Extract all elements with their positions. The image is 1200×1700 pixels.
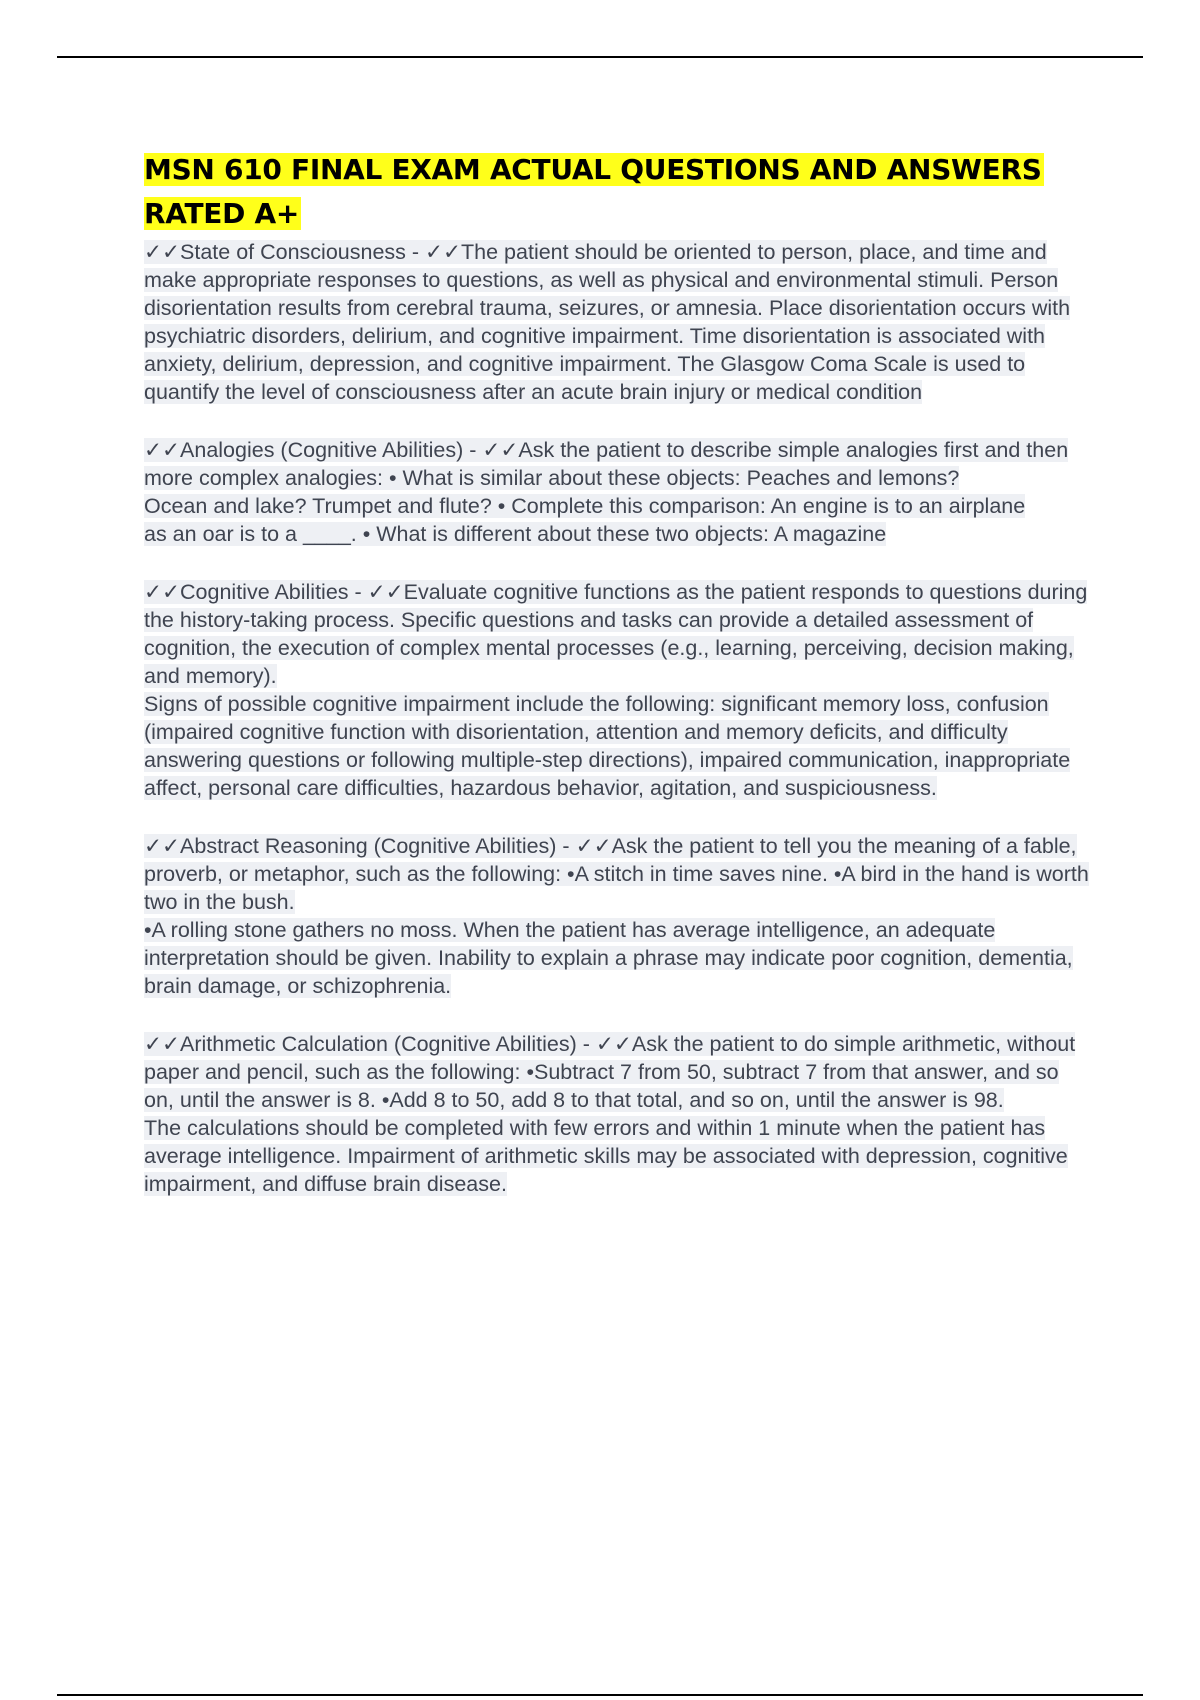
entry-text: on, until the answer is 8. •Add 8 to 50, add 8 to that total, and so on, until the answer is 98. bbox=[144, 1088, 1004, 1112]
entry-cognitive-abilities bbox=[144, 578, 1089, 802]
title-highlight: MSN 610 FINAL EXAM ACTUAL QUESTIONS AND ANSWERS RATED A+ bbox=[144, 153, 1042, 230]
entry-paragraph bbox=[144, 578, 1089, 690]
entry-paragraph bbox=[144, 238, 1089, 406]
entry-paragraph bbox=[144, 1114, 1089, 1198]
entry-paragraph bbox=[144, 436, 1089, 492]
entry-text: ✓✓Analogies (Cognitive Abilities) - ✓✓Ask the patient to describe simple analogies first and then more complex analogies: • What is similar about these objects: Peaches and lemons? bbox=[144, 438, 1069, 490]
entry-paragraph bbox=[144, 492, 1089, 520]
entry-analogies bbox=[144, 436, 1089, 548]
entry-paragraph bbox=[144, 1086, 1089, 1114]
entry-arithmetic-calculation bbox=[144, 1030, 1089, 1198]
entry-text: as an oar is to a ____. • What is different about these two objects: A magazine bbox=[144, 522, 887, 546]
document-title bbox=[144, 148, 1089, 236]
entry-text: ✓✓Abstract Reasoning (Cognitive Abilities) - ✓✓Ask the patient to tell you the meaning of a fable, proverb, or metaphor, such as the following: •A stitch in time saves nine. •A bird in the hand is worth two in the bush. bbox=[144, 834, 1089, 914]
entry-paragraph bbox=[144, 832, 1089, 916]
entry-text: ✓✓Cognitive Abilities - ✓✓Evaluate cognitive functions as the patient responds to questions during the history-taking process. Specific questions and tasks can provide a detailed assessment of cognition, the execution of complex mental processes (e.g., learning, perceiving, decision making, and memory). bbox=[144, 580, 1088, 688]
document-body bbox=[144, 148, 1089, 1228]
footer-rule bbox=[57, 1694, 1143, 1696]
entry-abstract-reasoning bbox=[144, 832, 1089, 1000]
entry-text: ✓✓Arithmetic Calculation (Cognitive Abilities) - ✓✓Ask the patient to do simple arithmetic, without paper and pencil, such as the following: •Subtract 7 from 50, subtract 7 from that answer, and so bbox=[144, 1032, 1076, 1084]
entry-paragraph bbox=[144, 916, 1089, 1000]
entry-text: •A rolling stone gathers no moss. When the patient has average intelligence, an adequate interpretation should be given. Inability to explain a phrase may indicate poor cognition, dementia, brain damage, or schizophrenia. bbox=[144, 918, 1073, 998]
entry-state-of-consciousness bbox=[144, 238, 1089, 406]
entry-paragraph bbox=[144, 1030, 1089, 1086]
entry-text: Ocean and lake? Trumpet and flute? • Complete this comparison: An engine is to an airplane bbox=[144, 494, 1026, 518]
entry-paragraph bbox=[144, 690, 1089, 802]
entry-paragraph bbox=[144, 520, 1089, 548]
entry-text: Signs of possible cognitive impairment include the following: significant memory loss, confusion (impaired cognitive function with disorientation, attention and memory deficits, and difficulty answering questions or following multiple-step directions), impaired communication, inappropriate affect, personal care difficulties, hazardous behavior, agitation, and suspiciousness. bbox=[144, 692, 1071, 800]
entry-text: ✓✓State of Consciousness - ✓✓The patient should be oriented to person, place, and time and make appropriate responses to questions, as well as physical and environmental stimuli. Person disorientation results from cerebral trauma, seizures, or amnesia. Place disorientation occurs with psychiatric disorders, delirium, and cognitive impairment. Time disorientation is associated with anxiety, delirium, depression, and cognitive impairment. The Glasgow Coma Scale is used to quantify the level of consciousness after an acute brain injury or medical condition bbox=[144, 240, 1071, 404]
entry-text: The calculations should be completed with few errors and within 1 minute when the patient has average intelligence. Impairment of arithmetic skills may be associated with depression, cognitive impairment, and diffuse brain disease. bbox=[144, 1116, 1068, 1196]
header-rule bbox=[57, 56, 1143, 58]
